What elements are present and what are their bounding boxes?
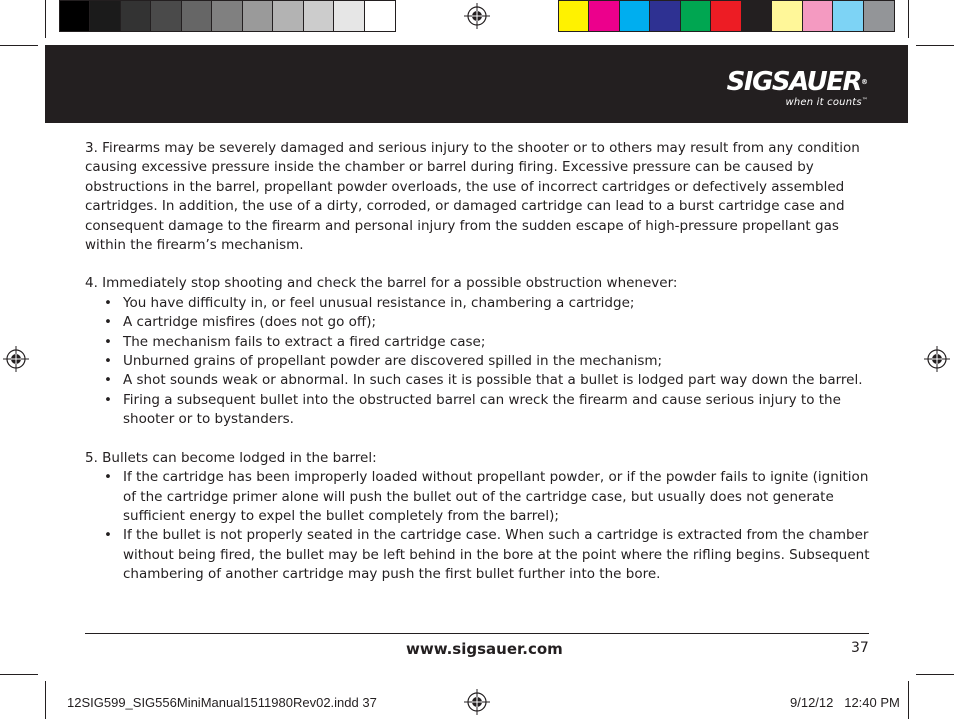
manual-body	[85, 139, 875, 585]
list-item: • If the cartridge has been improperly loaded without propellant powder, or if the powder fails to ignite (ignition of the cartridge primer alone will push the bullet out of the cartridge case, but usually does not generate sufficient energy to expel the bullet completely from the barrel);	[104, 469, 869, 524]
warning-item-3: 3. Firearms may be severely damaged and serious injury to the shooter or to others may result from any condition causing excessive pressure inside the chamber or barrel during firing. Excessive pressure can be caused by obstructions in the barrel, propellant powder overloads, the use of incorrect cartridges or defectively assembled cartridges. In addition, the use of a dirty, corroded, or damaged cartridge can lead to a burst cartridge case and consequent damage to the firearm and personal injury from the sudden escape of high-pressure propellant gas within the firearm’s mechanism.	[85, 140, 860, 254]
registration-mark-icon	[3, 346, 29, 372]
warning-item-4-list	[85, 294, 875, 430]
color-swatch	[212, 1, 242, 31]
slug-filename: 12SIG599_SIG556MiniManual1511980Rev02.indd 37	[67, 695, 377, 710]
crop-mark	[45, 681, 46, 719]
color-swatch	[365, 1, 395, 31]
list-item: • A cartridge misfires (does not go off);	[85, 313, 875, 332]
footer-divider	[85, 633, 869, 634]
warning-item-5-intro: 5. Bullets can become lodged in the barrel:	[85, 449, 377, 466]
bullet-icon: •	[104, 391, 112, 408]
color-swatch	[334, 1, 364, 31]
crop-mark	[916, 674, 954, 675]
crop-mark	[916, 45, 954, 46]
list-item: • Firing a subsequent bullet into the obstructed barrel can wreck the firearm and cause serious injury to the shooter or to bystanders.	[104, 391, 841, 428]
list-item: • You have difficulty in, or feel unusual resistance in, chambering a cartridge;	[85, 294, 875, 313]
warning-item-4-intro: 4. Immediately stop shooting and check the barrel for a possible obstruction whenever:	[85, 275, 678, 292]
color-swatch	[864, 1, 894, 31]
page-number: 37	[851, 640, 869, 656]
crop-mark	[0, 674, 38, 675]
color-swatch	[803, 1, 833, 31]
list-item: • If the bullet is not properly seated in the cartridge case. When such a cartridge is extracted from the chamber without being fired, the bullet may be left behind in the bore at the point where the rifling begins. Subsequent chambering of another cartridge may push the first bullet further into the bore.	[104, 527, 870, 583]
brand-logo	[726, 67, 868, 112]
warning-item-5-list	[85, 468, 875, 584]
bullet-icon: •	[104, 372, 112, 389]
color-swatch	[589, 1, 619, 31]
color-swatch	[151, 1, 181, 31]
crop-mark	[908, 681, 909, 719]
color-swatch	[772, 1, 802, 31]
slug-timestamp: 9/12/12 12:40 PM	[790, 695, 900, 710]
registration-mark-icon	[464, 3, 490, 29]
grayscale-color-bar	[59, 0, 396, 32]
list-item: • Unburned grains of propellant powder are discovered spilled in the mechanism;	[85, 352, 875, 371]
color-swatch	[620, 1, 650, 31]
list-item: • A shot sounds weak or abnormal. In such cases it is possible that a bullet is lodged part way down the barrel.	[85, 371, 875, 390]
logo-trademark: ™	[861, 97, 868, 104]
header-band	[45, 45, 908, 123]
color-swatch	[60, 1, 90, 31]
color-swatch	[833, 1, 863, 31]
logo-wordmark: SIGSAUER	[726, 67, 861, 97]
bullet-icon: •	[104, 333, 112, 350]
logo-tagline: when it counts	[785, 97, 862, 108]
bullet-icon: •	[104, 353, 112, 370]
color-swatch	[304, 1, 334, 31]
color-swatch	[681, 1, 711, 31]
color-swatch	[559, 1, 589, 31]
bullet-icon: •	[104, 527, 112, 544]
color-swatch	[273, 1, 303, 31]
registration-mark-icon	[464, 689, 490, 715]
list-item: • The mechanism fails to extract a fired cartridge case;	[85, 333, 875, 352]
color-swatch	[742, 1, 772, 31]
color-swatch	[182, 1, 212, 31]
color-swatch	[90, 1, 120, 31]
color-swatch	[243, 1, 273, 31]
color-swatch	[650, 1, 680, 31]
crop-mark	[0, 45, 38, 46]
color-swatch	[711, 1, 741, 31]
bullet-icon: •	[104, 294, 112, 311]
logo-registered-mark: ®	[861, 78, 868, 86]
website-link[interactable]: www.sigsauer.com	[406, 640, 563, 658]
crop-mark	[908, 0, 909, 38]
crop-mark	[45, 0, 46, 38]
process-color-bar	[558, 0, 895, 32]
color-swatch	[121, 1, 151, 31]
bullet-icon: •	[104, 314, 112, 331]
bullet-icon: •	[104, 469, 112, 486]
registration-mark-icon	[924, 346, 950, 372]
